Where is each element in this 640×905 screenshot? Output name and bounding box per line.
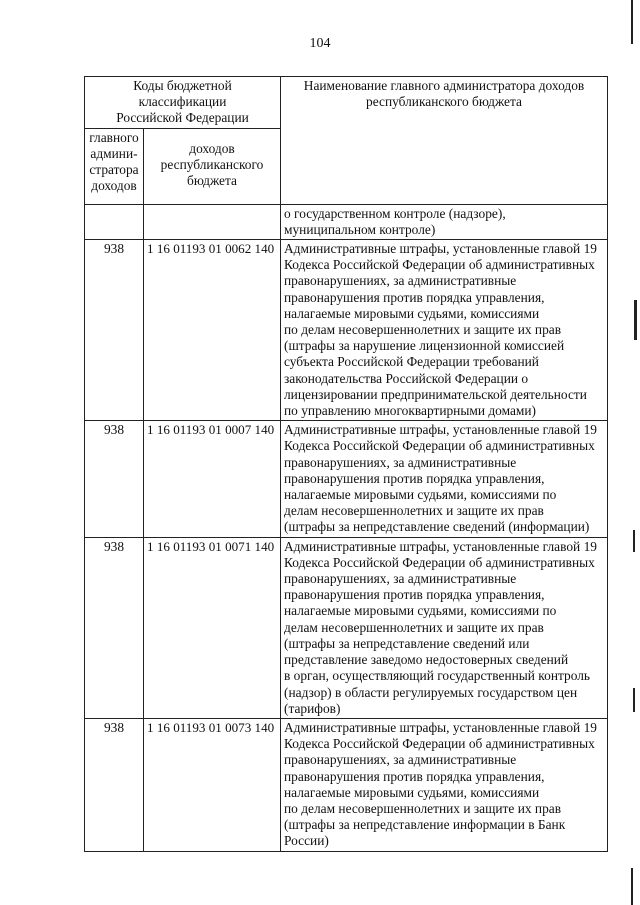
- revenue-name-cell: Административные штрафы, установленные главой 19 Кодекса Российской Федерации об административных правонарушениях, за административные правонарушения против порядка управления, налагаемые мировыми судьями, комиссиями по делам несовершеннолетних и защите их прав (штрафы за непредставление информации в Банк России): [281, 718, 608, 851]
- table-row: [85, 204, 608, 239]
- admin-code-cell: [85, 204, 144, 239]
- header-administrator-name: Наименование главного администратора доходов республиканского бюджета: [281, 77, 608, 205]
- scan-edge-mark: [631, 868, 633, 905]
- header-main-administrator: главного админи- стратора доходов: [85, 128, 144, 204]
- table-row: [85, 537, 608, 718]
- revenue-code-cell: 1 16 01193 01 0062 140: [144, 240, 281, 421]
- revenue-code-cell: 1 16 01193 01 0071 140: [144, 537, 281, 718]
- admin-code-cell: 938: [85, 718, 144, 851]
- revenue-name-cell: Административные штрафы, установленные главой 19 Кодекса Российской Федерации об административных правонарушениях, за административные правонарушения против порядка управления, налагаемые мировыми судьями, комиссиями по делам несовершеннолетних и защите их прав (штрафы за нарушение лицензионной комиссией субъекта Российской Федерации требований законодательства Российской Федерации о лицензировании предпринимательской деятельности по управлению многоквартирными домами): [281, 240, 608, 421]
- revenue-code-cell: 1 16 01193 01 0007 140: [144, 421, 281, 537]
- table-row: [85, 718, 608, 851]
- admin-code-cell: 938: [85, 421, 144, 537]
- revenue-name-cell: Административные штрафы, установленные главой 19 Кодекса Российской Федерации об административных правонарушениях, за административные правонарушения против порядка управления, налагаемые мировыми судьями, комиссиями по делам несовершеннолетних и защите их прав (штрафы за непредставление сведений или представление заведомо недостоверных сведений в орган, осуществляющий государственный контроль (надзор) в области регулируемых государством цен (тарифов): [281, 537, 608, 718]
- admin-code-cell: 938: [85, 240, 144, 421]
- header-budget-codes: Коды бюджетной классификации Российской Федерации: [85, 77, 281, 129]
- header-republican-revenue: доходов республиканского бюджета: [144, 128, 281, 204]
- table-row: [85, 421, 608, 537]
- revenue-name-cell: о государственном контроле (надзоре), муниципальном контроле): [281, 204, 608, 239]
- table-row: [85, 240, 608, 421]
- scan-edge-mark: [634, 300, 637, 340]
- revenue-code-cell: 1 16 01193 01 0073 140: [144, 718, 281, 851]
- revenue-name-cell: Административные штрафы, установленные главой 19 Кодекса Российской Федерации об административных правонарушениях, за административные правонарушения против порядка управления, налагаемые мировыми судьями, комиссиями по делам несовершеннолетних и защите их прав (штрафы за непредставление сведений (информации): [281, 421, 608, 537]
- scan-edge-mark: [633, 688, 635, 712]
- header-row-group: [85, 77, 608, 129]
- scan-edge-mark: [631, 0, 633, 44]
- scan-edge-mark: [633, 530, 635, 552]
- revenue-code-cell: [144, 204, 281, 239]
- admin-code-cell: 938: [85, 537, 144, 718]
- budget-classification-table: [84, 76, 608, 852]
- page-number: 104: [309, 36, 331, 51]
